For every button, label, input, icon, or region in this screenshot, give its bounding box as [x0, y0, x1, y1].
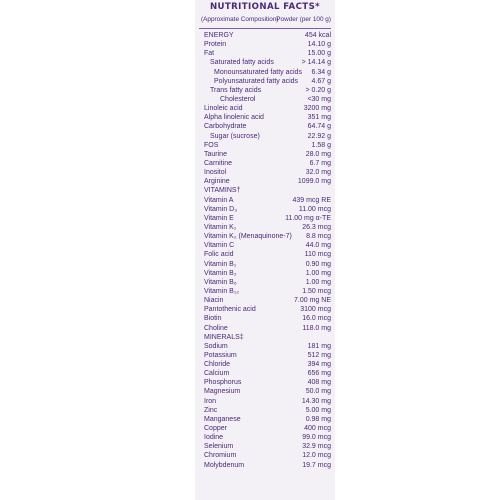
nutrient-value: 110 mcg — [304, 251, 331, 259]
nutrient-row — [195, 415, 335, 424]
nutrient-name: Phosphorus — [204, 379, 242, 387]
nutrient-value: 19.7 mcg — [302, 461, 331, 469]
nutrient-value: 351 mg — [307, 114, 331, 122]
nutrient-value: 394 mg — [307, 361, 331, 369]
nutrient-name: Vitamin C — [204, 242, 235, 250]
nutrient-value: 28.0 mg — [305, 150, 331, 158]
nutrient-row — [195, 378, 335, 387]
nutrient-value: 11.00 mg α-TE — [285, 214, 331, 222]
nutrient-name: Chloride — [204, 361, 231, 369]
nutrient-row — [195, 232, 335, 241]
nutrient-name: Potassium — [204, 351, 237, 359]
nutrient-value: 11.00 mcg — [298, 205, 331, 213]
nutrient-row — [195, 95, 335, 104]
nutrient-name: Manganese — [204, 415, 241, 423]
nutrient-value: 14.30 mg — [301, 397, 331, 405]
nutrient-row — [195, 122, 335, 131]
nutrition-facts-title: NUTRITIONAL FACTS* — [209, 2, 321, 12]
header-divider — [199, 28, 331, 29]
nutrient-name: Polyunsaturated fatty acids — [214, 77, 299, 85]
nutrient-value: 656 mg — [307, 370, 331, 378]
nutrient-name: Iron — [204, 397, 217, 405]
nutrient-row — [195, 77, 335, 86]
nutrient-name: Vitamin K₁ — [204, 223, 237, 231]
nutrient-row — [195, 113, 335, 122]
nutrient-name: Monounsaturated fatty acids — [214, 68, 302, 76]
nutrient-row — [195, 333, 335, 342]
nutrient-name: Biotin — [204, 315, 222, 323]
nutrient-row — [195, 132, 335, 141]
nutrient-row — [195, 406, 335, 415]
nutrition-facts-subheader — [195, 13, 335, 27]
nutrient-value: 0.98 mg — [305, 415, 331, 423]
nutrient-name: FOS — [204, 141, 219, 149]
nutrient-row — [195, 451, 335, 460]
nutrient-value: 181 mg — [307, 342, 331, 350]
nutrient-row — [195, 49, 335, 58]
nutrient-value: 400 mcg — [304, 425, 331, 433]
nutrient-name: Arginine — [204, 178, 230, 186]
nutrient-value: 408 mg — [307, 379, 331, 387]
nutrient-row — [195, 168, 335, 177]
nutrient-value: 1.00 mg — [305, 278, 331, 286]
nutrient-value: <30 mg — [307, 95, 331, 103]
nutrient-value: 118.0 mg — [302, 324, 331, 332]
nutrient-value: 1.50 mcg — [302, 287, 331, 295]
nutrient-row — [195, 214, 335, 223]
nutrient-name: Vitamin E — [204, 214, 234, 222]
nutrient-name: Chromium — [204, 452, 237, 460]
nutrient-name: Trans fatty acids — [210, 86, 262, 94]
nutrient-row — [195, 68, 335, 77]
nutrient-name: Vitamin B₁₂ — [204, 287, 239, 295]
nutrient-name: Calcium — [204, 370, 230, 378]
nutrient-name: Saturated fatty acids — [210, 59, 274, 67]
nutrient-value: 64.74 g — [307, 123, 331, 131]
nutrient-row — [195, 433, 335, 442]
nutrient-name: Vitamin D₃ — [204, 205, 238, 213]
nutrient-row — [195, 314, 335, 323]
nutrient-name: Linoleic acid — [204, 105, 243, 113]
nutrient-name: ENERGY — [204, 32, 234, 39]
nutrient-name: Fat — [204, 50, 215, 58]
nutrient-row — [195, 260, 335, 269]
nutrient-name: Sodium — [204, 342, 228, 350]
nutrient-value: 50.0 mg — [305, 388, 331, 396]
nutrient-value: 454 kcal — [304, 32, 331, 39]
nutrient-name: Carnitine — [204, 159, 233, 167]
nutrient-name: Pantothenic acid — [204, 306, 256, 314]
nutrition-facts-panel — [195, 0, 335, 500]
nutrient-row — [195, 31, 335, 40]
nutrient-row — [195, 40, 335, 49]
nutrient-row — [195, 177, 335, 186]
nutrient-name: Selenium — [204, 443, 234, 451]
nutrient-row — [195, 223, 335, 232]
nutrient-row — [195, 342, 335, 351]
nutrient-value: 3200 mg — [303, 105, 331, 113]
nutrient-row — [195, 250, 335, 259]
serving-basis: Powder (per 100 g) — [276, 16, 331, 23]
nutrient-name: Vitamin K₂ (Menaquinone-7) — [204, 233, 292, 241]
nutrient-name: Magnesium — [204, 388, 241, 396]
nutrient-row — [195, 397, 335, 406]
nutrient-value: > 14.14 g — [301, 59, 331, 67]
nutrient-name: Copper — [204, 425, 227, 433]
nutrient-value: 5.00 mg — [305, 406, 331, 414]
nutrient-value: 32.9 mcg — [302, 443, 331, 451]
nutrient-name: Iodine — [204, 434, 224, 442]
nutrient-value: 7.00 mg NE — [294, 297, 331, 305]
nutrient-value: 26.3 mcg — [302, 223, 331, 231]
nutrient-name: Carbohydrate — [204, 123, 247, 131]
nutrient-value: 6.7 mg — [309, 159, 331, 167]
nutrient-name: Taurine — [204, 150, 227, 158]
nutrient-name: Choline — [204, 324, 228, 332]
nutrient-row — [195, 241, 335, 250]
nutrient-name: MINERALS‡ — [204, 333, 244, 341]
nutrient-name: Protein — [204, 41, 227, 49]
nutrient-name: Folic acid — [204, 251, 234, 259]
nutrient-value: > 0.20 g — [305, 86, 331, 94]
nutrient-value: 22.92 g — [307, 132, 331, 140]
nutrient-value: 44.0 mg — [305, 242, 331, 250]
nutrient-value: 3100 mcg — [300, 306, 331, 314]
nutrient-row — [195, 324, 335, 333]
nutrient-row — [195, 351, 335, 360]
nutrient-value: 99.0 mcg — [302, 434, 331, 442]
nutrient-name: Vitamin B₆ — [204, 278, 237, 286]
nutrient-row — [195, 86, 335, 95]
nutrient-row — [195, 387, 335, 396]
nutrient-name: Cholesterol — [220, 95, 256, 103]
nutrient-row — [195, 186, 335, 195]
nutrient-row — [195, 360, 335, 369]
nutrient-list — [195, 31, 335, 470]
nutrient-name: VITAMINS† — [204, 187, 241, 195]
composition-note: (Approximate Composition) — [201, 16, 279, 23]
nutrient-name: Zinc — [204, 406, 218, 414]
nutrient-row — [195, 159, 335, 168]
nutrient-value: 8.8 mcg — [306, 233, 331, 241]
nutrient-name: Vitamin B₁ — [204, 260, 237, 268]
nutrient-value: 12.0 mcg — [302, 452, 331, 460]
nutrient-row — [195, 296, 335, 305]
nutrient-name: Vitamin A — [204, 196, 234, 204]
nutrient-row — [195, 205, 335, 214]
nutrient-value: 1.58 g — [311, 141, 331, 149]
nutrient-value: 4.67 g — [311, 77, 331, 85]
nutrient-value: 512 mg — [307, 351, 331, 359]
nutrient-name: Vitamin B₂ — [204, 269, 237, 277]
nutrient-row — [195, 150, 335, 159]
nutrient-name: Sugar (sucrose) — [210, 132, 260, 140]
nutrient-row — [195, 442, 335, 451]
nutrient-row — [195, 104, 335, 113]
nutrient-value: 15.00 g — [307, 50, 331, 58]
nutrient-value: 0.90 mg — [305, 260, 331, 268]
nutrient-row — [195, 305, 335, 314]
nutrient-row — [195, 369, 335, 378]
nutrient-value: 6.34 g — [311, 68, 331, 76]
nutrient-row — [195, 196, 335, 205]
nutrient-row — [195, 424, 335, 433]
nutrient-row — [195, 287, 335, 296]
nutrient-row — [195, 278, 335, 287]
nutrient-name: Inositol — [204, 169, 227, 177]
nutrient-value: 439 mcg RE — [292, 196, 331, 204]
nutrient-name: Niacin — [204, 297, 224, 305]
nutrient-row — [195, 269, 335, 278]
nutrient-value: 1.00 mg — [305, 269, 331, 277]
nutrient-row — [195, 461, 335, 470]
nutrient-value: 32.0 mg — [305, 169, 331, 177]
nutrient-name: Molybdenum — [204, 461, 245, 469]
nutrient-value: 16.0 mcg — [302, 315, 331, 323]
nutrient-row — [195, 141, 335, 150]
nutrient-value: 1099.0 mg — [297, 178, 331, 186]
nutrient-name: Alpha linolenic acid — [204, 114, 264, 122]
nutrient-value: 14.10 g — [307, 41, 331, 49]
nutrient-row — [195, 58, 335, 67]
